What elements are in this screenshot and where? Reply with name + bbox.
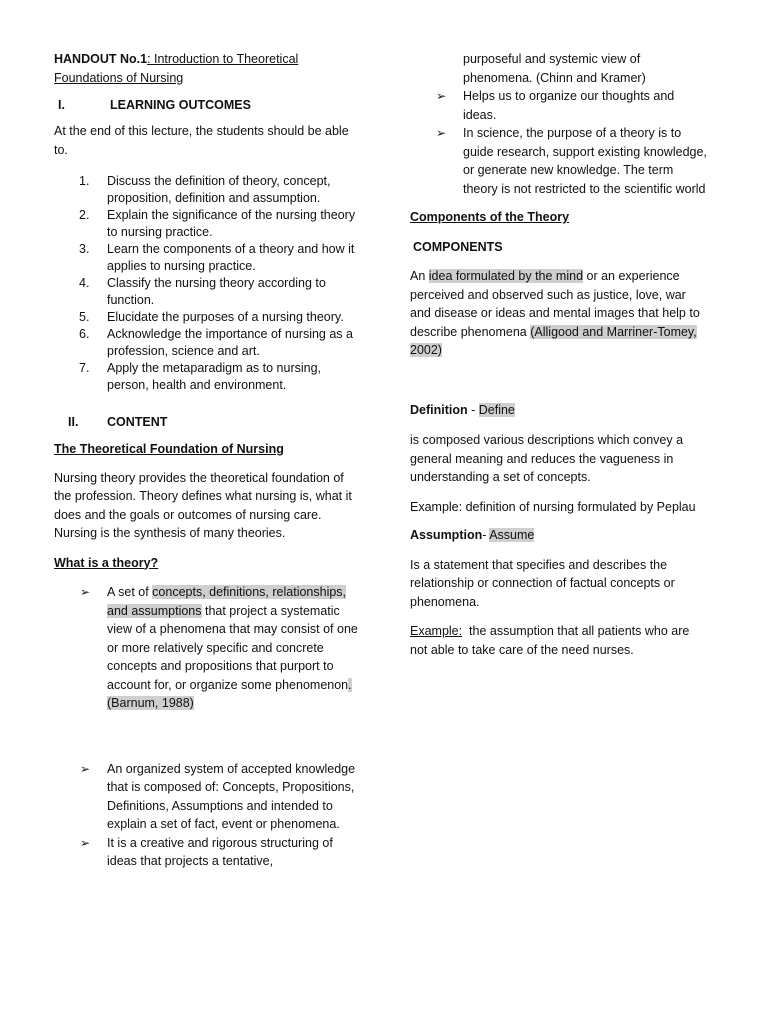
assumption-label: Assumption <box>410 528 483 542</box>
section-learning-outcomes <box>54 98 360 112</box>
citation: . (Barnum, 1988) <box>107 677 352 710</box>
item-text: Apply the metaparadigm as to nursing, person, health and environment. <box>107 361 322 392</box>
item-text: Learn the components of a theory and how it applies to nursing practice. <box>107 242 355 273</box>
item-text: Acknowledge the importance of nursing as a profession, science and art. <box>107 327 353 358</box>
item-text: Explain the significance of the nursing theory to nursing practice. <box>107 208 356 239</box>
assumption-paragraph: Is a statement that specifies and describes the relationship or connection of factual concepts or phenomena. <box>410 557 675 609</box>
highlighted-text: concepts, definitions, relationships, and assumptions <box>107 585 347 618</box>
list-item <box>54 583 360 713</box>
item-text: Discuss the definition of theory, concept, proposition, definition and assumption. <box>107 174 331 205</box>
item-number: 5. <box>79 310 90 324</box>
text-run: - <box>482 528 490 542</box>
example-label: Example: <box>410 624 463 638</box>
left-column <box>54 50 360 871</box>
right-column <box>410 50 710 659</box>
foundation-heading: The Theoretical Foundation of Nursing <box>54 442 284 456</box>
item-text: Elucidate the purposes of a nursing theory. <box>107 310 344 324</box>
outcomes-intro: At the end of this lecture, the students should be able to. <box>54 124 349 157</box>
list-item <box>54 275 360 309</box>
highlighted-text: Define <box>478 402 515 417</box>
components-heading: Components of the Theory <box>410 210 570 224</box>
list-item <box>54 309 360 326</box>
text-run: An <box>410 269 429 283</box>
handout-title <box>54 50 360 88</box>
item-text: In science, the purpose of a theory is to guide research, support existing knowledge, or generate new knowledge. The term theory is not restricted to the scientific world <box>463 126 707 196</box>
list-item <box>54 173 360 207</box>
citation: (Alligood and Marriner-Tomey, 2002) <box>410 324 697 357</box>
item-number: 2. <box>79 208 90 222</box>
components-label: COMPONENTS <box>413 239 503 254</box>
item-text: Classify the nursing theory according to function. <box>107 276 326 307</box>
item-number: 4. <box>79 276 90 290</box>
list-item <box>54 360 360 394</box>
section-title: LEARNING OUTCOMES <box>110 98 251 112</box>
theory-bullets-2 <box>54 760 360 871</box>
components-paragraph <box>410 267 710 360</box>
list-item <box>54 207 360 241</box>
text-run: A set of <box>107 585 153 599</box>
text-run: or an experience perceived and observed such as justice, love, war and disease or ideas and mental images that help to describe phenomena <box>410 269 700 339</box>
list-item <box>54 326 360 360</box>
foundation-paragraph: Nursing theory provides the theoretical foundation of the profession. Theory defines what nursing is, what it does and the goals or outcomes of nursing care. Nursing is the synthesis of many theories. <box>54 470 352 540</box>
list-item <box>410 124 710 198</box>
text-run: the assumption that all patients who are not able to take care of the need nurses. <box>410 624 693 657</box>
list-item <box>54 760 360 834</box>
theory-heading: What is a theory? <box>54 555 159 570</box>
section-number: II. <box>68 415 79 429</box>
item-text: Helps us to organize our thoughts and ideas. <box>463 89 675 122</box>
outcomes-list <box>54 173 360 394</box>
definition-paragraph: is composed various descriptions which convey a general meaning and reduces the vagueness in understanding a set of concepts. <box>410 433 684 484</box>
text-run: that project a systematic view of a phenomena that may consist of one or more relatively specific and concrete concepts and propositions that purport to account for, or organize some phenomenon <box>107 603 358 692</box>
section-title: CONTENT <box>107 415 168 429</box>
definition-label: Definition <box>410 402 468 417</box>
arrow-bullet-icon: ➢ <box>436 89 447 103</box>
highlighted-text: idea formulated by the mind <box>428 269 584 283</box>
item-number: 6. <box>79 327 90 341</box>
item-text: An organized system of accepted knowledge that is composed of: Concepts, Propositions, Definitions, Assumptions and intended to explain a set of fact, event or phenomena. <box>107 761 356 831</box>
theory-bullets-3 <box>410 87 710 198</box>
text-run: - <box>467 402 479 417</box>
handout-number: HANDOUT No.1 <box>54 52 148 66</box>
bullet-continuation: purposeful and systemic view of phenomena. (Chinn and Kramer) <box>463 52 646 85</box>
theory-bullets <box>54 583 360 713</box>
item-number: 7. <box>79 361 90 375</box>
definition-example: Example: definition of nursing formulated by Peplau <box>410 499 696 514</box>
item-number: 1. <box>79 174 90 188</box>
arrow-bullet-icon: ➢ <box>436 126 447 140</box>
section-content <box>54 415 360 429</box>
item-text: It is a creative and rigorous structuring of ideas that projects a tentative, <box>107 835 333 868</box>
item-number: 3. <box>79 242 90 256</box>
list-item <box>54 241 360 275</box>
handout-topic: : Introduction to Theoretical Foundations of Nursing <box>54 52 299 85</box>
assumption-example <box>410 622 710 659</box>
assumption-heading <box>410 526 710 545</box>
highlighted-text: Assume <box>489 528 535 542</box>
definition-heading <box>410 401 710 420</box>
list-item <box>54 834 360 871</box>
arrow-bullet-icon: ➢ <box>80 585 91 599</box>
arrow-bullet-icon: ➢ <box>80 761 91 776</box>
list-item <box>410 87 710 124</box>
section-number: I. <box>58 98 65 112</box>
item-text <box>107 583 360 713</box>
arrow-bullet-icon: ➢ <box>80 835 91 850</box>
